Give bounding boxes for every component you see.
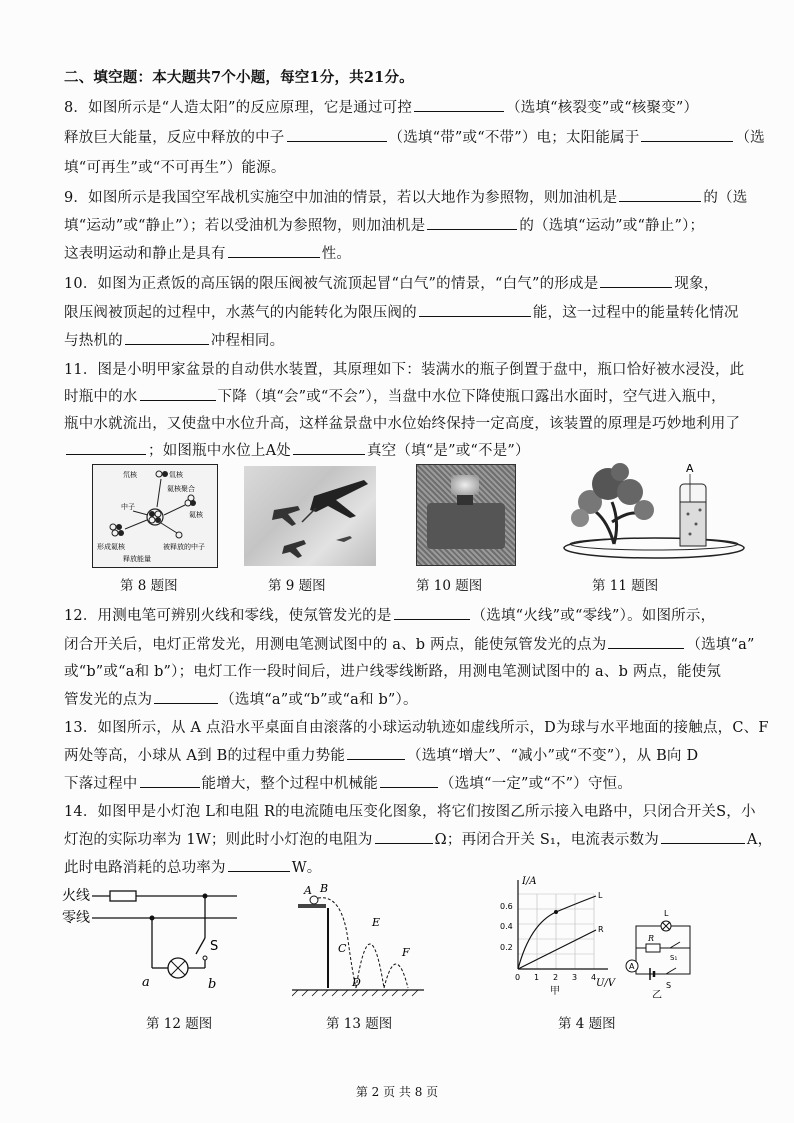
fuse-icon bbox=[110, 891, 136, 901]
curve-l bbox=[518, 896, 596, 969]
answer-blank[interactable] bbox=[347, 745, 405, 760]
question-14-line-2 bbox=[64, 828, 772, 849]
q11-text: ；如图瓶中水位上A处 bbox=[148, 443, 291, 459]
question-9-line-3 bbox=[64, 242, 351, 263]
figure-11-caption: 第 11 题图 bbox=[592, 578, 659, 594]
parallel-circuit-svg bbox=[622, 906, 694, 998]
section-title: 二、填空题：本大题共7个小题，每空1分，共21分。 bbox=[64, 69, 414, 86]
y-tick: 0.2 bbox=[500, 943, 513, 952]
q12-text: （选填“火线”或“零线”）。如图所示， bbox=[471, 608, 716, 624]
iu-graph-figure bbox=[500, 874, 620, 998]
figure-13-caption: 第 13 题图 bbox=[326, 1016, 393, 1032]
switch-icon bbox=[196, 938, 205, 954]
q8-text: （选 bbox=[735, 130, 765, 146]
point-label: D bbox=[352, 976, 361, 989]
x-tick: 3 bbox=[572, 973, 578, 982]
answer-blank[interactable] bbox=[125, 330, 209, 345]
q12-text: 闭合开关后，电灯正常发光，用测电笔测试图中的 a、b 两点，能使氖管发光的点为 bbox=[64, 637, 607, 653]
answer-blank[interactable] bbox=[140, 773, 200, 788]
q10-text: 与热机的 bbox=[64, 333, 123, 349]
figure-12-caption: 第 12 题图 bbox=[146, 1016, 213, 1032]
fusion-label: 氦核聚合 bbox=[167, 485, 195, 493]
q9-text: 的（选填“运动”或“静止”）； bbox=[519, 218, 705, 234]
question-12-line-3: 或“b”或“a和 b”）；电灯工作一段时间后，进户线零线断路，用测电笔测试图中的 a、b 两点，能使氖 bbox=[64, 664, 722, 680]
question-12-line-1 bbox=[64, 604, 715, 625]
switch-label: S bbox=[210, 939, 219, 954]
fusion-label: 氦核 bbox=[189, 511, 203, 519]
fusion-label: 氘核 bbox=[123, 471, 137, 479]
figure-9-caption: 第 9 题图 bbox=[268, 578, 326, 594]
cooker-body bbox=[427, 503, 505, 549]
point-b-label: b bbox=[208, 977, 217, 992]
fusion-label: 中子 bbox=[121, 503, 135, 511]
answer-blank[interactable] bbox=[394, 605, 470, 620]
iu-graph-svg bbox=[500, 874, 620, 998]
q10-text: 冲程相同。 bbox=[210, 333, 285, 349]
neutral-wire-label: 零线 bbox=[62, 910, 90, 926]
x-tick: 1 bbox=[534, 973, 540, 982]
pressure-valve bbox=[457, 495, 473, 505]
answer-blank[interactable] bbox=[66, 440, 146, 455]
x-tick: 2 bbox=[553, 973, 559, 982]
question-10-line-1 bbox=[64, 272, 719, 293]
q10-text: 10．如图为正煮饭的高压锅的限压阀被气流顶起冒“白气”的情景，“白气”的形成是 bbox=[64, 276, 599, 292]
answer-blank[interactable] bbox=[608, 634, 684, 649]
q10-text: 能，这一过程中的能量转化情况 bbox=[532, 305, 739, 321]
question-10-line-2 bbox=[64, 301, 739, 322]
q14-text: W。 bbox=[291, 860, 322, 876]
answer-blank[interactable] bbox=[228, 243, 320, 258]
q10-text: 现象， bbox=[674, 276, 719, 292]
answer-blank[interactable] bbox=[154, 689, 218, 704]
steam-cloud bbox=[451, 475, 479, 495]
y-axis-label: I/A bbox=[522, 876, 537, 887]
q9-text: 的（选 bbox=[703, 190, 748, 206]
question-10-line-3 bbox=[64, 329, 284, 350]
q11-text: 真空（填“是”或“不是”） bbox=[366, 443, 530, 459]
household-circuit-svg bbox=[62, 882, 242, 998]
q14-text: A， bbox=[746, 832, 773, 848]
point-label: E bbox=[372, 916, 381, 929]
answer-blank[interactable] bbox=[293, 440, 365, 455]
q14-text: Ω；再闭合开关 S₁，电流表示数为 bbox=[434, 832, 659, 848]
question-8-line-3: 填“可再生”或“不可再生”）能源。 bbox=[64, 160, 286, 176]
q8-text: （选填“带”或“不带”）电；太阳能属于 bbox=[388, 130, 640, 146]
point-a-label: a bbox=[142, 975, 150, 990]
q12-text: （选填“a”或“b”或“a和 b”）。 bbox=[220, 692, 418, 708]
live-wire-label: 火线 bbox=[62, 888, 90, 904]
q12-text: 管发光的点为 bbox=[64, 692, 153, 708]
circuit-label: L bbox=[664, 909, 669, 918]
point-label: F bbox=[402, 946, 410, 959]
answer-blank[interactable] bbox=[380, 773, 438, 788]
bouncing-ball-svg bbox=[292, 880, 424, 998]
answer-blank[interactable] bbox=[375, 829, 433, 844]
answer-blank[interactable] bbox=[600, 273, 672, 288]
circuit-label: R bbox=[648, 934, 655, 943]
fusion-label: 形成氦核 bbox=[97, 543, 125, 551]
question-8-line-2 bbox=[64, 126, 765, 147]
q8-text: （选填“核裂变”或“核聚变”） bbox=[506, 100, 699, 116]
parallel-circuit-figure bbox=[622, 906, 694, 998]
bouncing-ball-figure bbox=[292, 880, 424, 998]
circuit-label: S₁ bbox=[670, 954, 678, 962]
fusion-label: 氚核 bbox=[169, 471, 183, 479]
question-11-line-4 bbox=[64, 439, 530, 460]
question-9-line-2 bbox=[64, 214, 704, 235]
answer-blank[interactable] bbox=[641, 127, 733, 142]
line-r bbox=[518, 930, 596, 969]
answer-blank[interactable] bbox=[619, 187, 701, 202]
answer-blank[interactable] bbox=[427, 215, 517, 230]
question-11-line-1: 11．图是小明甲家盆景的自动供水装置，其原理如下：装满水的瓶子倒置于盘中，瓶口恰好被水浸没，此 bbox=[64, 362, 745, 378]
question-13-line-2 bbox=[64, 744, 698, 765]
answer-blank[interactable] bbox=[287, 127, 387, 142]
question-11-line-3: 瓶中水就流出，又使盘中水位升高，这样盆景盘中水位始终保持一定高度，该装置的原理是巧妙地利用了 bbox=[64, 416, 741, 432]
q8-text: 释放巨大能量，反应中释放的中子 bbox=[64, 130, 285, 146]
q11-text: 下降（填“会”或“不会”），当盘中水位下降使瓶口露出水面时，空气进入瓶中， bbox=[217, 389, 726, 405]
question-14-line-3 bbox=[64, 856, 322, 877]
q13-text: 两处等高，小球从 A到 B的过程中重力势能 bbox=[64, 748, 346, 764]
q14-text: 灯泡的实际功率为 1W；则此时小灯泡的电阻为 bbox=[64, 832, 373, 848]
point-label: B bbox=[320, 882, 329, 895]
ammeter-label: A bbox=[629, 962, 635, 971]
point-label: A bbox=[304, 884, 312, 897]
question-12-line-4 bbox=[64, 688, 418, 709]
y-tick: 0.4 bbox=[500, 922, 513, 931]
answer-blank[interactable] bbox=[228, 857, 290, 872]
curve-l-label: L bbox=[598, 891, 603, 900]
question-14-line-1: 14．如图甲是小灯泡 L和电阻 R的电流随电压变化图象，将它们按图乙所示接入电路中，只闭合开关S，小 bbox=[64, 804, 756, 820]
sub-figure-yi: 乙 bbox=[652, 990, 662, 998]
fusion-diagram-svg bbox=[93, 465, 217, 567]
figure-10-caption: 第 10 题图 bbox=[416, 578, 483, 594]
question-13-line-3 bbox=[64, 772, 632, 793]
q13-text: （选填“增大”、“减小”或“不变”），从 B向 D bbox=[407, 748, 699, 764]
q9-text: 9．如图所示是我国空军战机实施空中加油的情景，若以大地作为参照物，则加油机是 bbox=[64, 190, 618, 206]
fusion-label: 释放能量 bbox=[123, 555, 151, 563]
point-label: C bbox=[338, 942, 347, 955]
x-tick: 0 bbox=[515, 973, 521, 982]
q13-text: （选填“一定”或“不”）守恒。 bbox=[439, 776, 633, 792]
q14-text: 此时电路消耗的总功率为 bbox=[64, 860, 226, 876]
page-footer: 第 2 页 共 8 页 bbox=[355, 1085, 439, 1099]
q9-text: 填“运动”或“静止”）；若以受油机为参照物，则加油机是 bbox=[64, 218, 426, 234]
household-circuit-figure bbox=[62, 882, 242, 998]
q13-text: 能增大，整个过程中机械能 bbox=[201, 776, 378, 792]
aircraft-silhouettes bbox=[244, 466, 376, 566]
aerial-refueling-photo bbox=[244, 466, 376, 566]
answer-blank[interactable] bbox=[140, 386, 216, 401]
fusion-diagram bbox=[92, 464, 218, 568]
y-tick: 0.6 bbox=[500, 902, 513, 911]
q9-text: 性。 bbox=[321, 246, 352, 262]
point-a-label: A bbox=[686, 462, 694, 475]
bonsai-watering-svg bbox=[560, 462, 748, 566]
figure-8-caption: 第 8 题图 bbox=[120, 578, 178, 594]
answer-blank[interactable] bbox=[414, 97, 504, 112]
q11-text: 时瓶中的水 bbox=[64, 389, 138, 405]
q12-text: （选填“a” bbox=[686, 637, 755, 653]
line-r-label: R bbox=[598, 925, 604, 934]
sub-figure-jia: 甲 bbox=[550, 986, 560, 997]
question-13-line-1: 13．如图所示，从 A 点沿水平桌面自由滚落的小球运动轨迹如虚线所示，D为球与水平地面的接触点，C、F bbox=[64, 720, 769, 736]
q9-text: 这表明运动和静止是具有 bbox=[64, 246, 226, 262]
question-11-line-2 bbox=[64, 385, 726, 406]
pressure-cooker-photo bbox=[416, 464, 516, 566]
x-tick: 4 bbox=[591, 973, 597, 982]
question-8-line-1 bbox=[64, 96, 698, 117]
question-9-line-1 bbox=[64, 186, 747, 207]
circuit-label: S bbox=[666, 981, 672, 990]
answer-blank[interactable] bbox=[661, 829, 745, 844]
figure-14-caption: 第 4 题图 bbox=[558, 1016, 616, 1032]
x-axis-label: U/V bbox=[596, 978, 616, 989]
q12-text: 12．用测电笔可辨别火线和零线，使氖管发光的是 bbox=[64, 608, 392, 624]
fusion-label: 被释放的中子 bbox=[163, 543, 205, 551]
answer-blank[interactable] bbox=[419, 302, 531, 317]
q10-text: 限压阀被顶起的过程中，水蒸气的内能转化为限压阀的 bbox=[64, 305, 417, 321]
q13-text: 下落过程中 bbox=[64, 776, 138, 792]
q8-text: 8．如图所示是“人造太阳”的反应原理，它是通过可控 bbox=[64, 100, 413, 116]
question-12-line-2 bbox=[64, 633, 755, 654]
bonsai-watering-figure bbox=[560, 462, 748, 566]
